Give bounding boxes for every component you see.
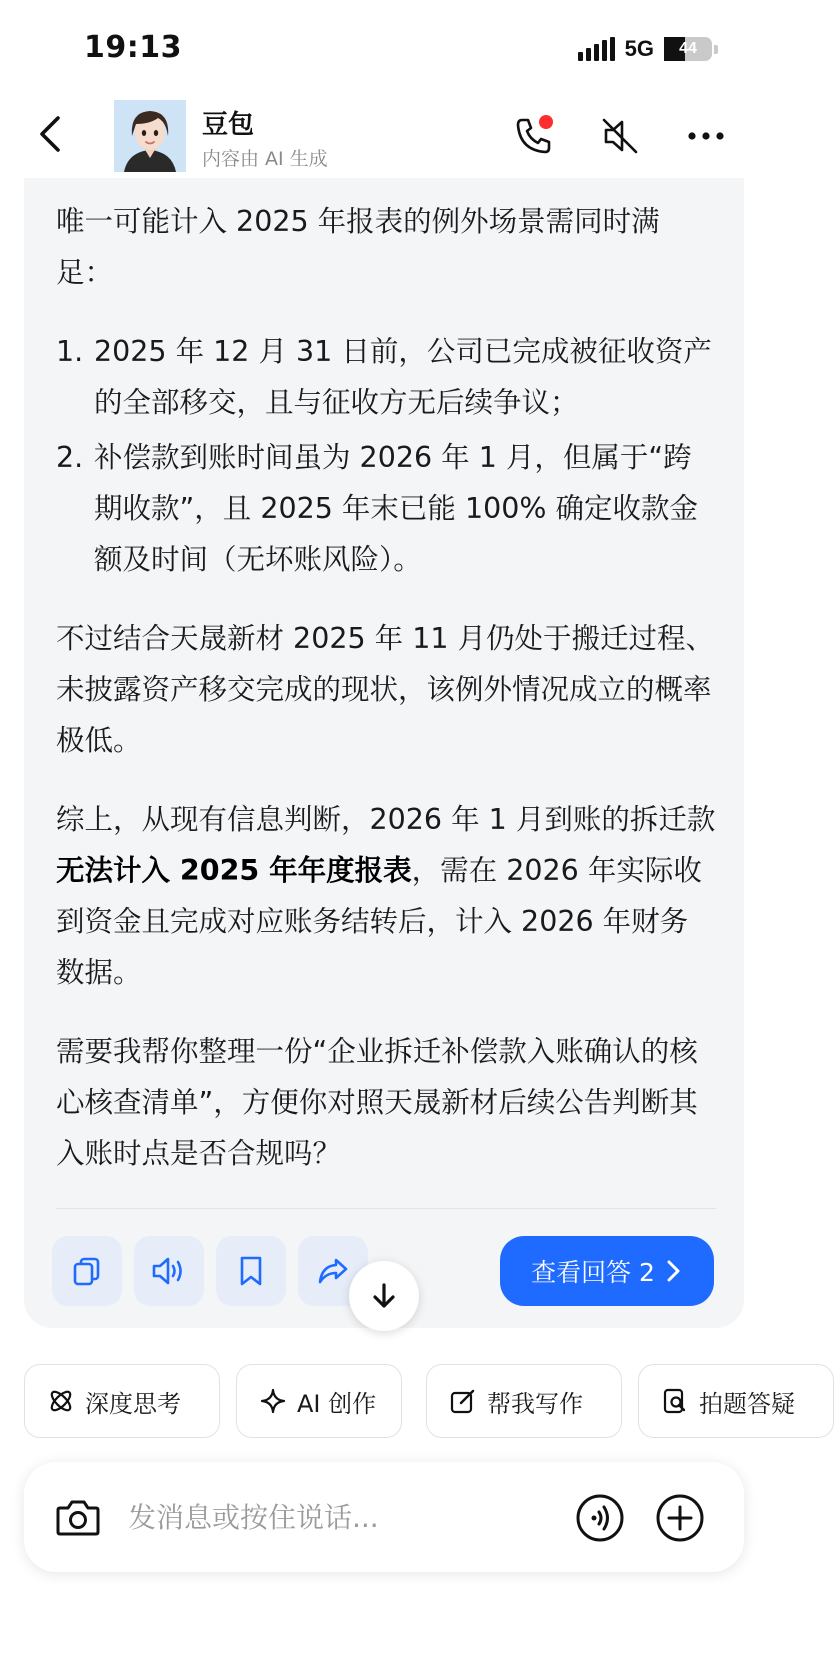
- arrow-down-icon: [369, 1281, 399, 1311]
- battery-level: 44: [679, 40, 697, 57]
- quick-action-chips: [24, 1364, 795, 1438]
- chip-help-write[interactable]: [426, 1364, 622, 1438]
- sparkle-icon: [259, 1387, 287, 1415]
- status-time: 19:13: [84, 30, 182, 65]
- mute-button[interactable]: [598, 114, 642, 158]
- chevron-left-icon: [32, 110, 72, 158]
- list-text: 补偿款到账时间虽为 2026 年 1 月，但属于“跨期收款”，且 2025 年末已能 100% 确定收款金额及时间（无坏账风险）。: [94, 441, 699, 576]
- bookmark-button[interactable]: [216, 1236, 286, 1306]
- conclusion-text-pre: 综上，从现有信息判断，2026 年 1 月到账的拆迁款: [56, 803, 716, 836]
- voice-call-button[interactable]: [574, 1492, 626, 1544]
- chip-label: 拍题答疑: [699, 1389, 795, 1418]
- atom-icon: [47, 1387, 75, 1415]
- status-indicators: [578, 36, 718, 62]
- camera-icon: [52, 1492, 104, 1544]
- conclusion-bold: 无法计入 2025 年年度报表: [56, 854, 412, 887]
- network-label: 5G: [624, 36, 654, 61]
- call-button[interactable]: [512, 114, 556, 158]
- view-answer-button[interactable]: [500, 1236, 714, 1306]
- list-number: 1.: [56, 335, 84, 368]
- message-input-bar: [24, 1462, 744, 1572]
- message-intro: 唯一可能计入 2025 年报表的例外场景需同时满足：: [56, 205, 660, 289]
- voice-wave-icon: [574, 1492, 626, 1544]
- list-number: 2.: [56, 441, 84, 474]
- chevron-right-icon: [663, 1259, 683, 1283]
- scroll-to-bottom-button[interactable]: [349, 1261, 419, 1331]
- add-button[interactable]: [654, 1492, 706, 1544]
- message-paragraph: 不过结合天晟新材 2025 年 11 月仍处于搬迁过程、未披露资产移交完成的现状，该例外情况成立的概率极低。: [56, 622, 715, 757]
- message-followup: 需要我帮你整理一份“企业拆迁补偿款入账确认的核心核查清单”，方便你对照天晟新材后续公告判断其入账时点是否合规吗？: [56, 1035, 698, 1170]
- plus-circle-icon: [654, 1492, 706, 1544]
- signal-icon: [578, 37, 615, 61]
- list-text: 2025 年 12 月 31 日前，公司已完成被征收资产的全部移交，且与征收方无后续争议；: [94, 335, 712, 419]
- chip-ai-create[interactable]: [236, 1364, 402, 1438]
- back-button[interactable]: [32, 110, 72, 158]
- more-horizontal-icon: [684, 114, 728, 158]
- speaker-muted-icon: [598, 114, 642, 158]
- camera-button[interactable]: [52, 1492, 104, 1544]
- chip-label: AI 创作: [297, 1389, 377, 1418]
- chat-header: [0, 96, 768, 176]
- view-answer-label: 查看回答 2: [531, 1258, 655, 1287]
- speaker-icon: [150, 1254, 188, 1288]
- more-button[interactable]: [684, 114, 728, 158]
- read-aloud-button[interactable]: [134, 1236, 204, 1306]
- ai-message-card: [24, 178, 744, 1328]
- divider: [56, 1208, 716, 1209]
- notification-dot: [539, 115, 553, 129]
- ai-generated-note: 内容由 AI 生成: [202, 148, 328, 170]
- copy-button[interactable]: [52, 1236, 122, 1306]
- phone-icon: [512, 114, 556, 158]
- bot-name: 豆包: [202, 110, 255, 140]
- message-conclusion: [56, 794, 716, 998]
- message-input[interactable]: [128, 1492, 548, 1542]
- battery-cap: [714, 45, 718, 54]
- chip-photo-question[interactable]: [638, 1364, 834, 1438]
- edit-icon: [449, 1387, 477, 1415]
- condition-list: [56, 326, 716, 585]
- list-item: [56, 326, 716, 428]
- status-bar: [0, 0, 768, 100]
- chip-deep-thinking[interactable]: [24, 1364, 220, 1438]
- message-body: [56, 196, 716, 1207]
- chip-label: 帮我写作: [487, 1389, 583, 1418]
- bookmark-icon: [234, 1254, 268, 1288]
- avatar[interactable]: [114, 100, 186, 172]
- conclusion-text-post: ，需在 2026 年实际收到资金且完成对应账务结转后，计入 2026 年财务数据。: [56, 854, 702, 989]
- avatar-illustration-icon: [114, 100, 186, 172]
- share-arrow-icon: [316, 1254, 350, 1288]
- scan-question-icon: [661, 1387, 689, 1415]
- copy-icon: [70, 1254, 104, 1288]
- battery-icon: [664, 37, 712, 61]
- list-item: [56, 432, 716, 585]
- chip-label: 深度思考: [85, 1389, 181, 1418]
